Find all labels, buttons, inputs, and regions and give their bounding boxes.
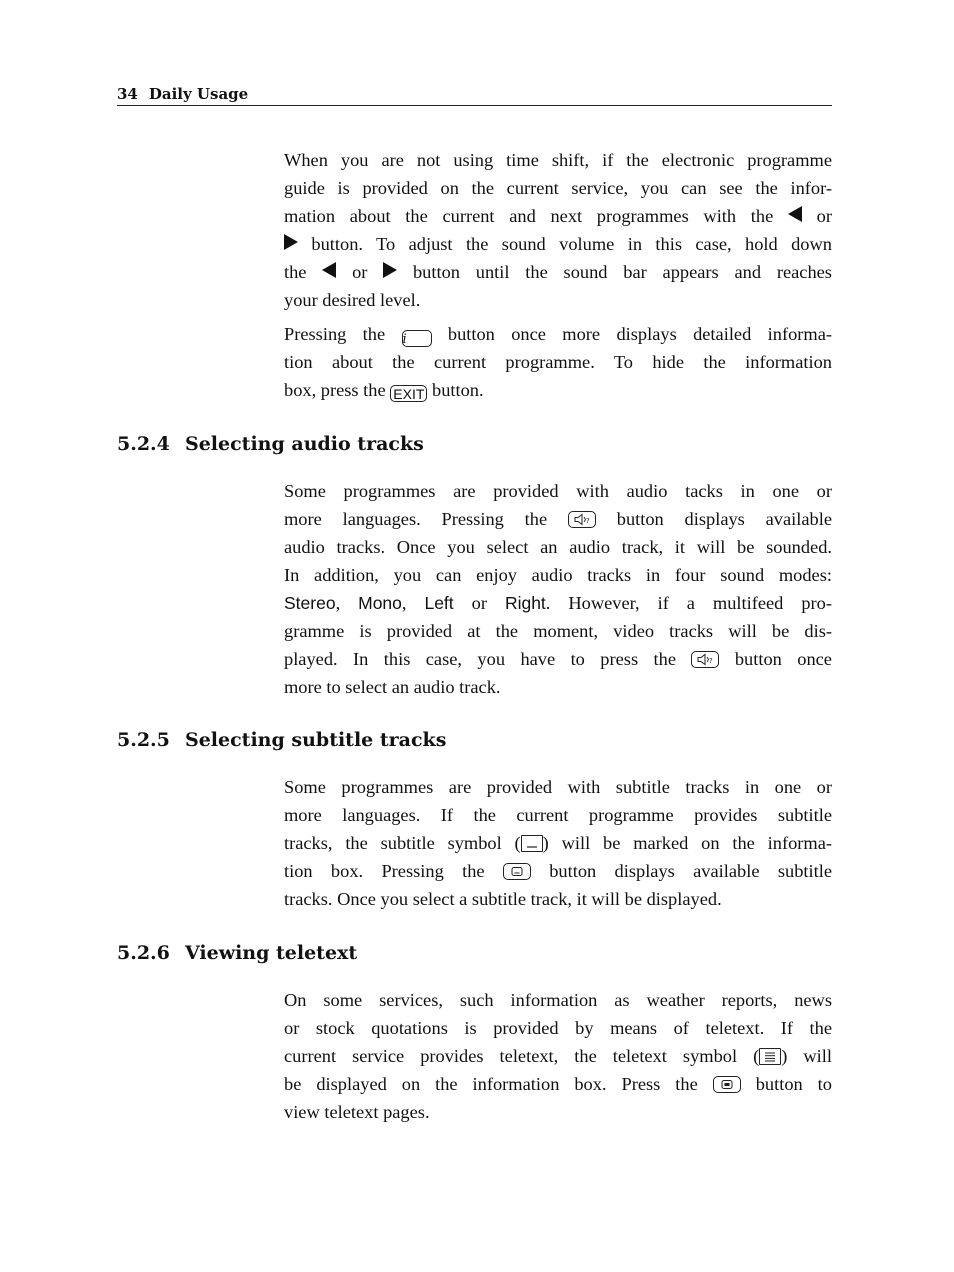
right-arrow-icon — [383, 262, 397, 278]
teletext-key-icon — [713, 1076, 741, 1093]
text-line: Stereo, Mono, Left or Right. However, if a multifeed pro- — [284, 593, 832, 613]
text-line: gramme is provided at the moment, video tracks will be dis- — [284, 621, 832, 641]
text-line: tracks. Once you select a subtitle track, it will be displayed. — [284, 889, 722, 909]
text-line: be displayed on the information box. Press the button to — [284, 1074, 832, 1094]
teletext-symbol-icon — [759, 1048, 781, 1065]
text-line: or stock quotations is provided by means of teletext. If the — [284, 1018, 832, 1038]
teletext-paragraph — [284, 986, 832, 1126]
text-line: button. To adjust the sound volume in this case, hold down — [284, 230, 832, 258]
text-line: played. In this case, you have to press the ? button once — [284, 649, 832, 669]
text-line: view teletext pages. — [284, 1102, 430, 1122]
text-line: mation about the current and next programmes with the or — [284, 206, 832, 226]
text-line: tracks, the subtitle symbol ( ) will be marked on the informa- — [284, 833, 832, 853]
text-line: On some services, such information as weather reports, news — [284, 990, 832, 1010]
text-line: more languages. If the current programme provides subtitle — [284, 805, 832, 825]
text-line: more languages. Pressing the ? button displays available — [284, 509, 832, 529]
subtitle-key-icon — [503, 863, 531, 880]
intro-paragraph — [284, 146, 832, 314]
audio-key-icon — [568, 511, 596, 528]
subtitle-symbol-icon — [521, 835, 543, 852]
text-line: Some programmes are provided with subtitle tracks in one or — [284, 777, 832, 797]
text-line: tion about the current programme. To hide the information — [284, 352, 832, 372]
text-line: tion box. Pressing the button displays available subtitle — [284, 861, 832, 881]
right-arrow-icon — [284, 234, 298, 250]
audio-paragraph — [284, 477, 832, 701]
text-line: In addition, you can enjoy audio tracks in four sound modes: — [284, 565, 832, 585]
text-line: When you are not using time shift, if the electronic programme — [284, 150, 832, 170]
section-heading: 5.2.5 Selecting subtitle tracks — [117, 729, 447, 751]
section-heading: 5.2.4 Selecting audio tracks — [117, 433, 424, 455]
left-arrow-icon — [322, 262, 336, 278]
exit-key-icon: EXIT — [390, 385, 427, 402]
audio-key-icon — [691, 651, 719, 668]
page-number: 34 — [117, 85, 138, 103]
running-header — [117, 85, 832, 106]
section-heading: 5.2.6 Viewing teletext — [117, 942, 358, 964]
text-line: current service provides teletext, the teletext symbol ( ) will — [284, 1046, 832, 1066]
text-line: guide is provided on the current service, you can see the infor- — [284, 178, 832, 198]
text-line: more to select an audio track. — [284, 677, 501, 697]
chapter-title: Daily Usage — [148, 85, 249, 103]
sound-mode-mono: Mono — [358, 593, 402, 613]
text-line: Some programmes are provided with audio tacks in one or — [284, 481, 832, 501]
svg-text:?: ? — [585, 517, 590, 525]
sound-mode-stereo: Stereo — [284, 593, 336, 613]
text-line: audio tracks. Once you select an audio track, it will be sounded. — [284, 537, 832, 557]
text-line: your desired level. — [284, 290, 421, 310]
text-line: Pressing the i button once more displays detailed informa- — [284, 324, 832, 347]
info-key-icon: i — [402, 330, 432, 347]
svg-text:?: ? — [709, 657, 714, 665]
text-line: box, press the EXIT button. — [284, 380, 484, 402]
sound-mode-left: Left — [424, 593, 454, 613]
text-line: the or button until the sound bar appears and reaches — [284, 262, 832, 282]
sound-mode-right: Right — [504, 593, 546, 613]
intro-paragraph-2 — [284, 320, 832, 404]
left-arrow-icon — [788, 206, 802, 222]
subtitle-paragraph — [284, 773, 832, 913]
